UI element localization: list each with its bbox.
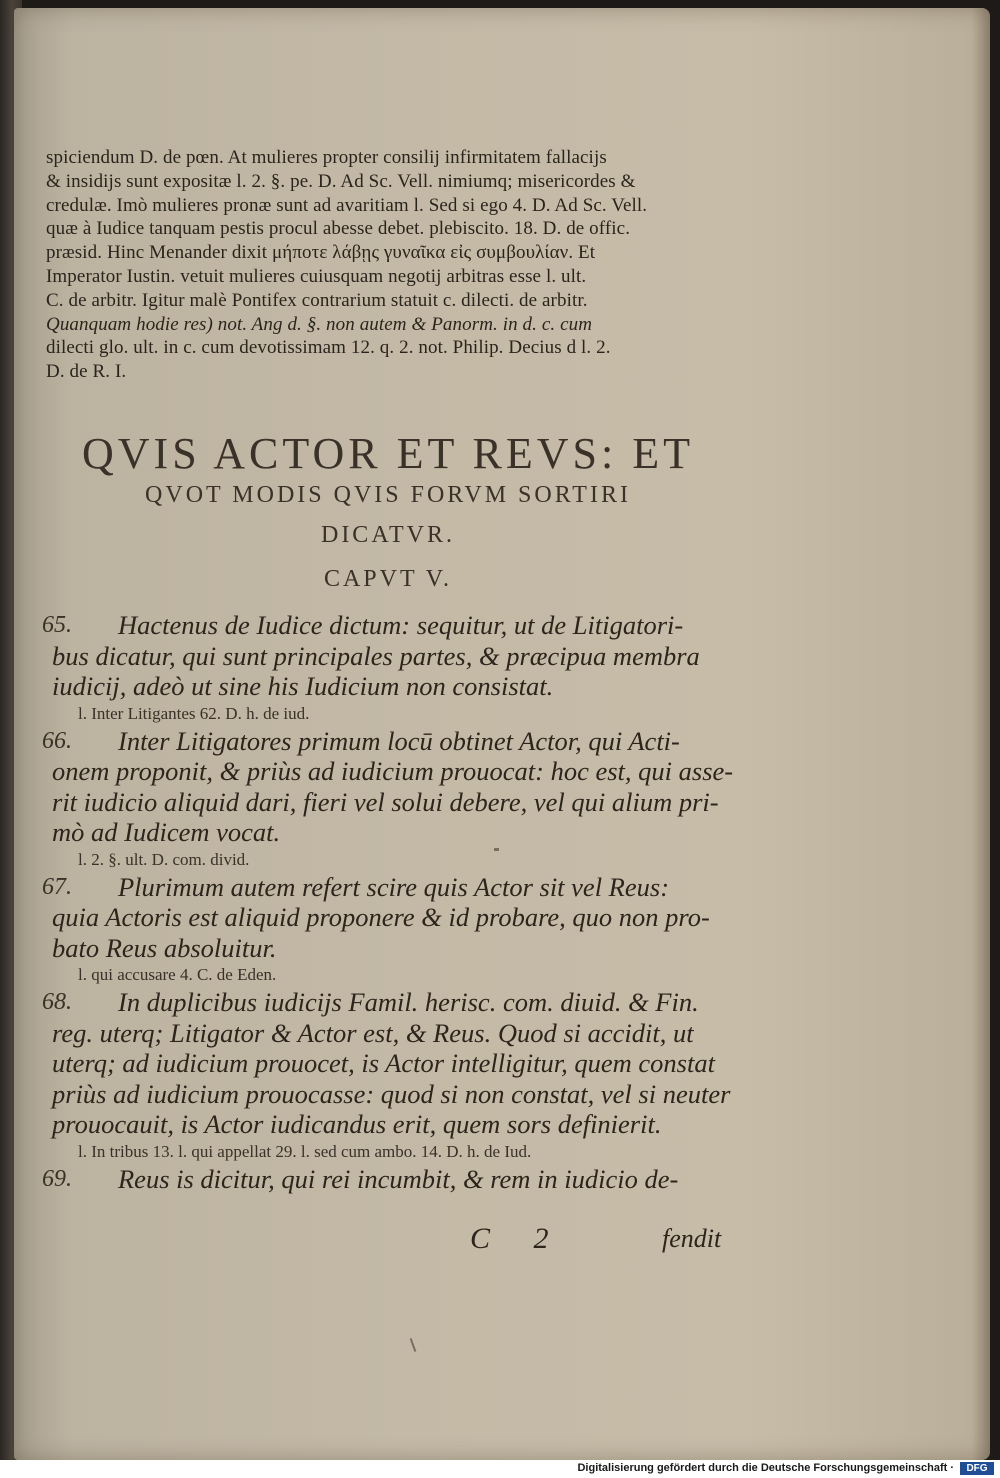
section-line: priùs ad iudicium prouocasse: quod si non constat, vel si neuter [52,1078,731,1109]
text-line: præsid. Hinc Menander dixit μήποτε λάβῃς γυναῖκα εἰς συμβουλίαν. Et [46,242,596,264]
section-line: bato Reus absoluitur. [52,932,277,963]
section-line: Plurimum autem refert scire quis Actor sit vel Reus: [118,871,670,902]
chapter-title-line-2: QVOT MODIS QVIS FORVM SORTIRI [145,482,631,508]
page-edge-shadow [972,8,990,1460]
banner-text: Digitalisierung gefördert durch die Deutsche Forschungsgemeinschaft · [577,1462,954,1474]
section-line: iudicij, adeò ut sine his Iudicium non consistat. [52,671,554,701]
text-line: Quanquam hodie res) not. Ang d. §. non autem & Panorm. in d. c. cum [46,313,593,335]
catchword: fendit [662,1224,722,1253]
section-line: Reus is dicitur, qui rei incumbit, & rem in iudicio de- [118,1163,679,1194]
section-number: 67. [42,873,72,900]
section-line: rit iudicio aliquid dari, fieri vel solui debere, vel qui alium pri- [52,786,719,817]
section-line: Inter Litigatores primum locū obtinet Actor, qui Acti- [118,725,680,756]
section-number: 65. [42,612,72,638]
text-line: C. de arbitr. Igitur malè Pontifex contrarium statuit c. dilecti. de arbitr. [46,289,588,311]
section-citation: l. Inter Litigantes 62. D. h. de iud. [78,703,310,723]
text-line: D. de R. I. [46,361,127,383]
dfg-logo: DFG [960,1462,994,1475]
section-number: 66. [42,727,72,754]
signature-mark: C 2 [470,1222,567,1255]
section-line: onem proponit, & priùs ad iudicium prouocat: hoc est, qui asse- [52,756,734,786]
section-line: uterq; ad iudicium prouocet, is Actor intelligitur, quem constat [52,1048,715,1078]
section-number: 69. [42,1165,72,1192]
text-line: spiciendum D. de pœn. At mulieres propter consilij infirmitatem fallacijs [46,147,607,168]
section-69 [42,1163,752,1195]
section-67 [42,871,752,988]
numbered-sections [42,610,752,1194]
section-line: bus dicatur, qui sunt principales partes, & præcipua membra [52,640,700,671]
section-65 [42,610,752,726]
section-66 [42,725,752,872]
text-line: & insidijs sunt expositæ l. 2. §. pe. D. Ad Sc. Vell. nimiumq; misericordes & [46,170,636,192]
section-line: quia Actoris est aliquid proponere & id probare, quo non pro- [52,902,710,932]
text-line: dilecti glo. ult. in c. cum devotissimam 12. q. 2. not. Philip. Decius d l. 2. [46,337,611,359]
section-citation: l. qui accusare 4. C. de Eden. [78,965,277,984]
digitization-banner [0,1460,1000,1478]
section-line: In duplicibus iudicijs Famil. herisc. com. diuid. & Fin. [118,987,699,1017]
section-citation: l. In tribus 13. l. qui appellat 29. l. sed cum ambo. 14. D. h. de Iud. [78,1141,532,1161]
section-68 [42,987,752,1164]
section-line: mò ad Iudicem vocat. [52,817,281,847]
section-citation: l. 2. §. ult. D. com. divid. [78,849,250,869]
section-line: reg. uterq; Litigator & Actor est, & Reus. Quod si accidit, ut [52,1017,694,1048]
top-paragraph [46,146,736,384]
chapter-title-line-3: DICATVR. [320,522,455,548]
chapter-title-line-1: QVIS ACTOR ET REVS: ET [82,429,694,478]
section-line: Hactenus de Iudice dictum: sequitur, ut de Litigatori- [118,610,684,640]
text-line: credulæ. Imò mulieres pronæ sunt ad avaritiam l. Sed si ego 4. D. Ad Sc. Vell. [46,194,648,216]
section-line: prouocauit, is Actor iudicandus erit, quem sors definierit. [52,1109,662,1139]
caput-heading: CAPVT V. [323,566,453,592]
stray-mark [494,848,499,851]
text-line: quæ à Iudice tanquam pestis procul abesse debet. plebiscito. 18. D. de offic. [46,218,631,240]
section-number: 68. [42,989,72,1015]
text-line: Imperator Iustin. vetuit mulieres cuiusquam negotij arbitras esse l. ult. [46,265,587,287]
